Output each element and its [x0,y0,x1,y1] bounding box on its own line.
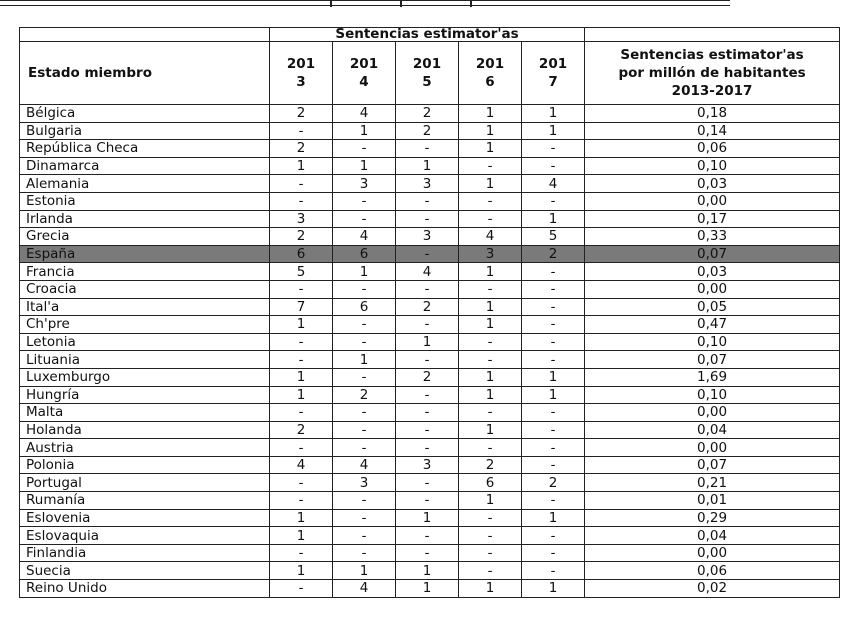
year-value-cell: - [333,192,396,210]
year-value-cell: - [396,280,459,298]
year-value-cell: 1 [459,263,522,281]
year-value-cell: 4 [522,175,585,193]
year-value-cell: 6 [333,245,396,263]
country-cell: Alemania [20,175,270,193]
ratio-cell: 0,00 [585,544,840,562]
year-header: 201 4 [333,42,396,105]
country-cell: Bulgaria [20,122,270,140]
year-value-cell: 1 [459,175,522,193]
year-value-cell: 1 [270,509,333,527]
table-row [20,122,840,140]
ratio-cell: 0,10 [585,333,840,351]
year-value-cell: 1 [333,562,396,580]
year-value-cell: 7 [270,298,333,316]
year-value-cell: - [522,280,585,298]
table-row [20,421,840,439]
year-value-cell: - [396,140,459,158]
year-value-cell: - [396,316,459,334]
table-row [20,280,840,298]
table-row [20,105,840,123]
ratio-cell: 0,10 [585,157,840,175]
year-value-cell: - [270,280,333,298]
year-value-cell: 1 [522,122,585,140]
year-value-cell: 4 [333,580,396,598]
country-cell: Holanda [20,421,270,439]
year-value-cell: - [396,404,459,422]
year-value-cell: 2 [522,245,585,263]
year-value-cell: 1 [522,580,585,598]
year-header: 201 6 [459,42,522,105]
year-value-cell: - [522,298,585,316]
state-column-header: Estado miembro [20,42,270,105]
year-value-cell: 1 [396,580,459,598]
year-value-cell: 1 [396,562,459,580]
table-row [20,404,840,422]
country-cell: Portugal [20,474,270,492]
year-value-cell: 3 [333,175,396,193]
ratio-cell: 0,03 [585,263,840,281]
top-rule-tick [470,0,472,7]
year-value-cell: - [333,439,396,457]
table-row [20,456,840,474]
year-value-cell: - [396,245,459,263]
ratio-cell: 0,03 [585,175,840,193]
year-value-cell: 1 [333,157,396,175]
year-value-cell: 1 [522,509,585,527]
year-value-cell: - [270,474,333,492]
year-value-cell: 3 [459,245,522,263]
year-value-cell: 1 [270,527,333,545]
judgments-table [19,27,840,598]
year-value-cell: - [459,280,522,298]
year-value-cell: - [333,140,396,158]
table-row [20,333,840,351]
year-value-cell: 4 [333,105,396,123]
year-value-cell: - [396,474,459,492]
year-value-cell: 2 [396,105,459,123]
year-value-cell: 1 [459,298,522,316]
country-cell: Suecia [20,562,270,580]
table-row [20,263,840,281]
ratio-cell: 0,06 [585,562,840,580]
year-value-cell: - [459,439,522,457]
ratio-cell: 0,07 [585,351,840,369]
country-cell: Irlanda [20,210,270,228]
ratio-cell: 0,00 [585,280,840,298]
year-value-cell: - [522,439,585,457]
year-value-cell: - [522,527,585,545]
table-row [20,474,840,492]
year-header: 201 3 [270,42,333,105]
country-cell: Ital'a [20,298,270,316]
year-value-cell: 3 [333,474,396,492]
year-value-cell: 1 [270,386,333,404]
year-value-cell: - [396,492,459,510]
year-value-cell: 1 [333,263,396,281]
year-value-cell: - [522,192,585,210]
table-row [20,351,840,369]
year-value-cell: 2 [396,298,459,316]
year-value-cell: 1 [270,157,333,175]
ratio-cell: 0,00 [585,404,840,422]
ratio-cell: 0,21 [585,474,840,492]
year-value-cell: 2 [396,122,459,140]
ratio-cell: 0,07 [585,456,840,474]
table-row [20,580,840,598]
year-value-cell: - [270,351,333,369]
year-value-cell: 5 [270,263,333,281]
table-row [20,210,840,228]
country-cell: Estonia [20,192,270,210]
year-value-cell: - [522,544,585,562]
year-value-cell: - [459,509,522,527]
ratio-cell: 0,14 [585,122,840,140]
year-value-cell: 1 [459,368,522,386]
year-value-cell: - [333,509,396,527]
year-value-cell: 2 [522,474,585,492]
year-value-cell: 4 [333,228,396,246]
year-value-cell: - [270,404,333,422]
year-value-cell: 1 [396,333,459,351]
header-blank-right [585,28,840,42]
year-value-cell: - [396,351,459,369]
year-value-cell: 3 [270,210,333,228]
country-cell: Eslovaquia [20,527,270,545]
ratio-cell: 0,10 [585,386,840,404]
year-value-cell: - [459,404,522,422]
year-value-cell: 1 [270,316,333,334]
year-value-cell: 1 [459,421,522,439]
country-cell: Luxemburgo [20,368,270,386]
year-value-cell: - [270,439,333,457]
year-value-cell: - [522,562,585,580]
year-value-cell: 1 [396,157,459,175]
year-value-cell: - [522,157,585,175]
country-cell: Rumanía [20,492,270,510]
year-value-cell: 2 [333,386,396,404]
country-cell: Ch'pre [20,316,270,334]
year-value-cell: - [459,527,522,545]
table-row [20,386,840,404]
table-row [20,298,840,316]
top-rule-tick [400,0,402,7]
year-value-cell: 2 [270,228,333,246]
top-rule-tick [330,0,332,7]
year-value-cell: - [459,333,522,351]
year-value-cell: 1 [396,509,459,527]
year-value-cell: 2 [396,368,459,386]
year-value-cell: 1 [270,562,333,580]
table-row [20,157,840,175]
year-value-cell: - [522,263,585,281]
country-cell: República Checa [20,140,270,158]
country-cell: Letonia [20,333,270,351]
ratio-cell: 0,17 [585,210,840,228]
table-row [20,562,840,580]
ratio-cell: 0,47 [585,316,840,334]
year-value-cell: - [270,175,333,193]
year-value-cell: 1 [333,122,396,140]
year-value-cell: - [333,404,396,422]
year-value-cell: - [396,421,459,439]
year-value-cell: 1 [522,210,585,228]
ratio-cell: 0,02 [585,580,840,598]
year-value-cell: - [522,492,585,510]
table-row [20,316,840,334]
year-value-cell: 1 [459,122,522,140]
year-value-cell: - [333,210,396,228]
table-row [20,509,840,527]
year-value-cell: - [459,210,522,228]
year-value-cell: - [333,492,396,510]
table-row [20,192,840,210]
country-cell: Polonia [20,456,270,474]
year-value-cell: - [270,333,333,351]
table-row [20,228,840,246]
year-value-cell: 1 [459,492,522,510]
year-value-cell: 3 [396,456,459,474]
year-value-cell: - [522,456,585,474]
year-value-cell: 4 [459,228,522,246]
ratio-cell: 1,69 [585,368,840,386]
year-header: 201 5 [396,42,459,105]
table-row [20,439,840,457]
year-value-cell: 5 [522,228,585,246]
year-value-cell: 2 [270,105,333,123]
year-value-cell: - [459,544,522,562]
year-value-cell: 3 [396,175,459,193]
year-value-cell: 6 [333,298,396,316]
header-blank-left [20,28,270,42]
year-header: 201 7 [522,42,585,105]
ratio-cell: 0,04 [585,527,840,545]
year-value-cell: - [459,562,522,580]
ratio-column-header: Sentencias estimator'as por millón de habitantes 2013-2017 [585,42,840,105]
year-value-cell: - [459,351,522,369]
year-value-cell: - [333,368,396,386]
year-value-cell: - [396,192,459,210]
year-value-cell: - [333,316,396,334]
year-value-cell: 1 [459,140,522,158]
country-cell: Croacia [20,280,270,298]
table-row [20,175,840,193]
country-cell: Eslovenia [20,509,270,527]
year-value-cell: - [333,333,396,351]
country-cell: Grecia [20,228,270,246]
table-row [20,140,840,158]
year-value-cell: 6 [459,474,522,492]
year-value-cell: 1 [459,580,522,598]
year-value-cell: 1 [459,316,522,334]
table-row [20,368,840,386]
country-cell: Dinamarca [20,157,270,175]
year-value-cell: - [333,527,396,545]
year-value-cell: 2 [459,456,522,474]
year-value-cell: 1 [333,351,396,369]
country-cell: España [20,245,270,263]
year-value-cell: 1 [522,368,585,386]
year-value-cell: - [522,404,585,422]
ratio-cell: 0,18 [585,105,840,123]
country-cell: Hungría [20,386,270,404]
country-cell: Francia [20,263,270,281]
ratio-cell: 0,33 [585,228,840,246]
year-value-cell: - [396,544,459,562]
year-value-cell: - [270,580,333,598]
year-value-cell: - [333,421,396,439]
table-row [20,245,840,263]
table-row [20,544,840,562]
year-value-cell: 1 [522,105,585,123]
group-header: Sentencias estimator'as [270,28,585,42]
country-cell: Reino Unido [20,580,270,598]
top-rule [0,0,730,6]
year-value-cell: - [459,157,522,175]
year-value-cell: - [333,280,396,298]
year-value-cell: - [522,333,585,351]
year-value-cell: - [396,210,459,228]
year-value-cell: 3 [396,228,459,246]
ratio-cell: 0,00 [585,439,840,457]
year-value-cell: - [270,544,333,562]
country-cell: Finlandia [20,544,270,562]
year-value-cell: - [522,140,585,158]
year-value-cell: 1 [522,386,585,404]
year-value-cell: 4 [333,456,396,474]
year-value-cell: - [459,192,522,210]
country-cell: Bélgica [20,105,270,123]
ratio-cell: 0,01 [585,492,840,510]
year-value-cell: - [270,492,333,510]
year-value-cell: - [522,316,585,334]
year-value-cell: 2 [270,140,333,158]
year-value-cell: - [333,544,396,562]
ratio-cell: 0,00 [585,192,840,210]
ratio-cell: 0,05 [585,298,840,316]
country-cell: Malta [20,404,270,422]
country-cell: Lituania [20,351,270,369]
year-value-cell: 1 [270,368,333,386]
ratio-cell: 0,04 [585,421,840,439]
year-value-cell: 4 [270,456,333,474]
year-value-cell: 1 [459,386,522,404]
table-body [20,105,840,598]
ratio-cell: 0,29 [585,509,840,527]
ratio-cell: 0,06 [585,140,840,158]
year-value-cell: - [396,386,459,404]
year-value-cell: 1 [459,105,522,123]
year-value-cell: 4 [396,263,459,281]
year-value-cell: - [270,122,333,140]
year-value-cell: - [522,351,585,369]
year-value-cell: - [522,421,585,439]
ratio-cell: 0,07 [585,245,840,263]
year-value-cell: - [396,439,459,457]
year-value-cell: - [396,527,459,545]
year-value-cell: 2 [270,421,333,439]
table-row [20,492,840,510]
year-value-cell: - [270,192,333,210]
year-value-cell: 6 [270,245,333,263]
country-cell: Austria [20,439,270,457]
table-row [20,527,840,545]
